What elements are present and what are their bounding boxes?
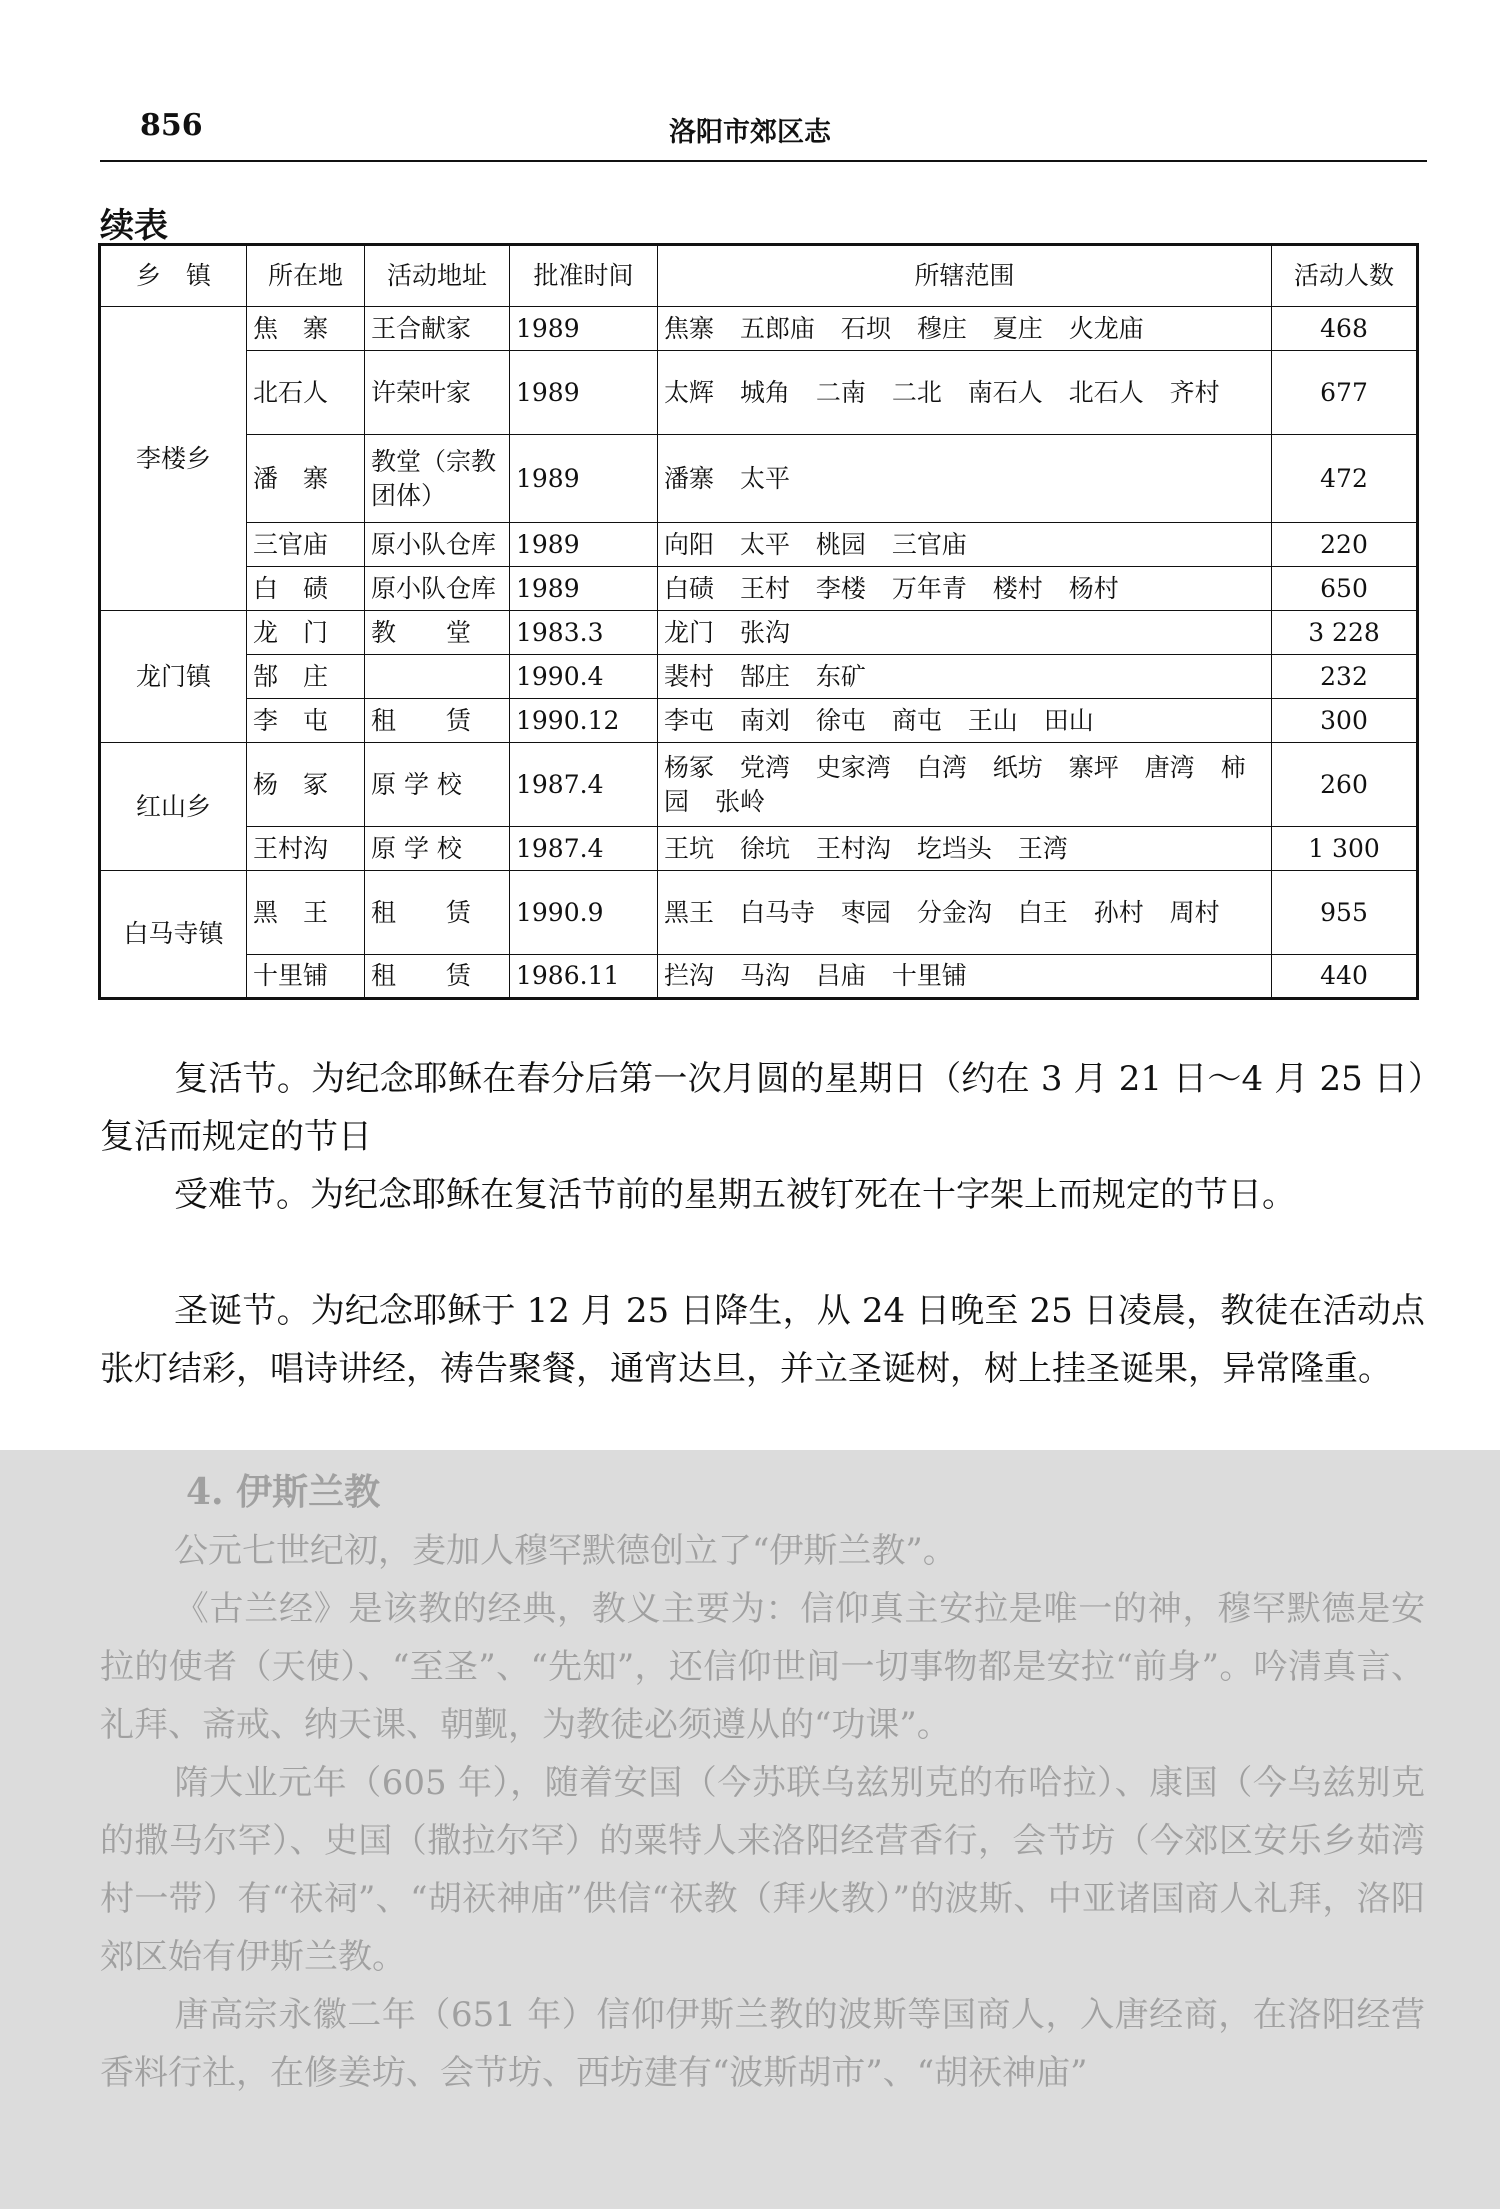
table-continued-label: 续表	[100, 206, 168, 246]
paragraph-good-friday	[100, 1166, 1425, 1224]
date-cell: 1989	[510, 307, 658, 351]
col-header-date: 批准时间	[510, 245, 658, 307]
table-row	[100, 523, 1418, 567]
location-cell: 黑 王	[247, 871, 365, 955]
scope-cell: 拦沟 马沟 吕庙 十里铺	[658, 955, 1272, 999]
table-row	[100, 699, 1418, 743]
table-row	[100, 611, 1418, 655]
count-cell: 440	[1272, 955, 1418, 999]
table-row	[100, 351, 1418, 435]
location-cell: 十里铺	[247, 955, 365, 999]
table-row	[100, 307, 1418, 351]
faded-section	[0, 1450, 1500, 2209]
count-cell: 955	[1272, 871, 1418, 955]
count-cell: 232	[1272, 655, 1418, 699]
table-row	[100, 827, 1418, 871]
date-cell: 1989	[510, 435, 658, 523]
paragraph-christmas	[100, 1282, 1425, 1398]
address-cell: 原小队仓库	[365, 567, 510, 611]
paragraph-islam-2	[100, 1580, 1425, 1754]
location-cell: 焦 寨	[247, 307, 365, 351]
address-cell: 租 赁	[365, 871, 510, 955]
book-title: 洛阳市郊区志	[669, 117, 831, 148]
col-header-address: 活动地址	[365, 245, 510, 307]
date-cell: 1989	[510, 351, 658, 435]
scope-cell: 太辉 城角 二南 二北 南石人 北石人 齐村	[658, 351, 1272, 435]
count-cell: 260	[1272, 743, 1418, 827]
paragraph-easter-text: 复活节。为纪念耶稣在春分后第一次月圆的星期日（约在 3 月 21 日～4 月 25 日）复活而规定的节日	[100, 1059, 1425, 1157]
scope-cell: 焦寨 五郎庙 石坝 穆庄 夏庄 火龙庙	[658, 307, 1272, 351]
count-cell: 220	[1272, 523, 1418, 567]
table-row	[100, 567, 1418, 611]
table-row	[100, 955, 1418, 999]
count-cell: 468	[1272, 307, 1418, 351]
date-cell: 1990.4	[510, 655, 658, 699]
scope-cell: 白碛 王村 李楼 万年青 楼村 杨村	[658, 567, 1272, 611]
location-cell: 李 屯	[247, 699, 365, 743]
address-cell: 许荣叶家	[365, 351, 510, 435]
col-header-scope: 所辖范围	[658, 245, 1272, 307]
paragraph-islam-1-text: 公元七世纪初，麦加人穆罕默德创立了“伊斯兰教”。	[174, 1531, 957, 1571]
col-header-location: 所在地	[247, 245, 365, 307]
address-cell: 租 赁	[365, 955, 510, 999]
paragraph-islam-3	[100, 1754, 1425, 1986]
location-cell: 郜 庄	[247, 655, 365, 699]
paragraph-easter	[100, 1050, 1425, 1166]
count-cell: 300	[1272, 699, 1418, 743]
location-cell: 王村沟	[247, 827, 365, 871]
address-cell: 教 堂	[365, 611, 510, 655]
address-cell: 原 学 校	[365, 743, 510, 827]
page-number: 856	[140, 108, 203, 143]
date-cell: 1990.9	[510, 871, 658, 955]
date-cell: 1986.11	[510, 955, 658, 999]
date-cell: 1987.4	[510, 743, 658, 827]
date-cell: 1983.3	[510, 611, 658, 655]
scope-cell: 潘寨 太平	[658, 435, 1272, 523]
date-cell: 1989	[510, 567, 658, 611]
date-cell: 1989	[510, 523, 658, 567]
address-cell: 原小队仓库	[365, 523, 510, 567]
table-row	[100, 743, 1418, 827]
town-cell: 红山乡	[100, 743, 247, 871]
address-cell: 王合献家	[365, 307, 510, 351]
scope-cell: 黑王 白马寺 枣园 分金沟 白王 孙村 周村	[658, 871, 1272, 955]
table-header-row	[100, 245, 1418, 307]
paragraph-islam-4	[100, 1986, 1425, 2102]
address-cell: 教堂（宗教团体）	[365, 435, 510, 523]
col-header-count: 活动人数	[1272, 245, 1418, 307]
count-cell: 677	[1272, 351, 1418, 435]
location-cell: 潘 寨	[247, 435, 365, 523]
count-cell: 650	[1272, 567, 1418, 611]
location-cell: 龙 门	[247, 611, 365, 655]
scope-cell: 裴村 郜庄 东矿	[658, 655, 1272, 699]
count-cell: 472	[1272, 435, 1418, 523]
scope-cell: 杨冢 党湾 史家湾 白湾 纸坊 寨坪 唐湾 柿园 张岭	[658, 743, 1272, 827]
table-row	[100, 655, 1418, 699]
scope-cell: 李屯 南刘 徐屯 商屯 王山 田山	[658, 699, 1272, 743]
address-cell	[365, 655, 510, 699]
header-rule	[100, 160, 1427, 162]
location-cell: 北石人	[247, 351, 365, 435]
col-header-town: 乡 镇	[100, 245, 247, 307]
table-row	[100, 435, 1418, 523]
scope-cell: 向阳 太平 桃园 三官庙	[658, 523, 1272, 567]
paragraph-islam-4-text: 唐高宗永徽二年（651 年）信仰伊斯兰教的波斯等国商人，入唐经商，在洛阳经营香料行社，在修姜坊、会节坊、西坊建有“波斯胡市”、“胡祆神庙”	[100, 1995, 1425, 2093]
town-cell: 白马寺镇	[100, 871, 247, 999]
date-cell: 1990.12	[510, 699, 658, 743]
count-cell: 3 228	[1272, 611, 1418, 655]
paragraph-islam-2-text: 《古兰经》是该教的经典，教义主要为：信仰真主安拉是唯一的神，穆罕默德是安拉的使者（天使）、“至圣”、“先知”，还信仰世间一切事物都是安拉“前身”。吟清真言、礼拜、斋戒、纳天课、朝觐，为教徒必须遵从的“功课”。	[100, 1589, 1425, 1745]
scope-cell: 王坑 徐坑 王村沟 圪垱头 王湾	[658, 827, 1272, 871]
address-cell: 原 学 校	[365, 827, 510, 871]
date-cell: 1987.4	[510, 827, 658, 871]
town-cell: 龙门镇	[100, 611, 247, 743]
paragraph-islam-1	[100, 1522, 1425, 1580]
count-cell: 1 300	[1272, 827, 1418, 871]
scope-cell: 龙门 张沟	[658, 611, 1272, 655]
paragraph-good-friday-text: 受难节。为纪念耶稣在复活节前的星期五被钉死在十字架上而规定的节日。	[174, 1175, 1296, 1215]
table-row	[100, 871, 1418, 955]
paragraph-islam-3-text: 隋大业元年（605 年），随着安国（今苏联乌兹别克的布哈拉）、康国（今乌兹别克的撒马尔罕）、史国（撒拉尔罕）的粟特人来洛阳经营香行，会节坊（今郊区安乐乡茹湾村一带）有“祆祠”、“胡祆神庙”供信“祆教（拜火教）”的波斯、中亚诸国商人礼拜，洛阳郊区始有伊斯兰教。	[100, 1763, 1425, 1977]
section-heading-islam: 4. 伊斯兰教	[186, 1471, 381, 1513]
location-cell: 白 碛	[247, 567, 365, 611]
town-cell: 李楼乡	[100, 307, 247, 611]
paragraph-christmas-text: 圣诞节。为纪念耶稣于 12 月 25 日降生，从 24 日晚至 25 日凌晨，教徒在活动点张灯结彩，唱诗讲经，祷告聚餐，通宵达旦，并立圣诞树，树上挂圣诞果，异常隆重。	[100, 1291, 1425, 1389]
location-cell: 三官庙	[247, 523, 365, 567]
address-cell: 租 赁	[365, 699, 510, 743]
religious-sites-table	[98, 243, 1419, 1000]
location-cell: 杨 冢	[247, 743, 365, 827]
